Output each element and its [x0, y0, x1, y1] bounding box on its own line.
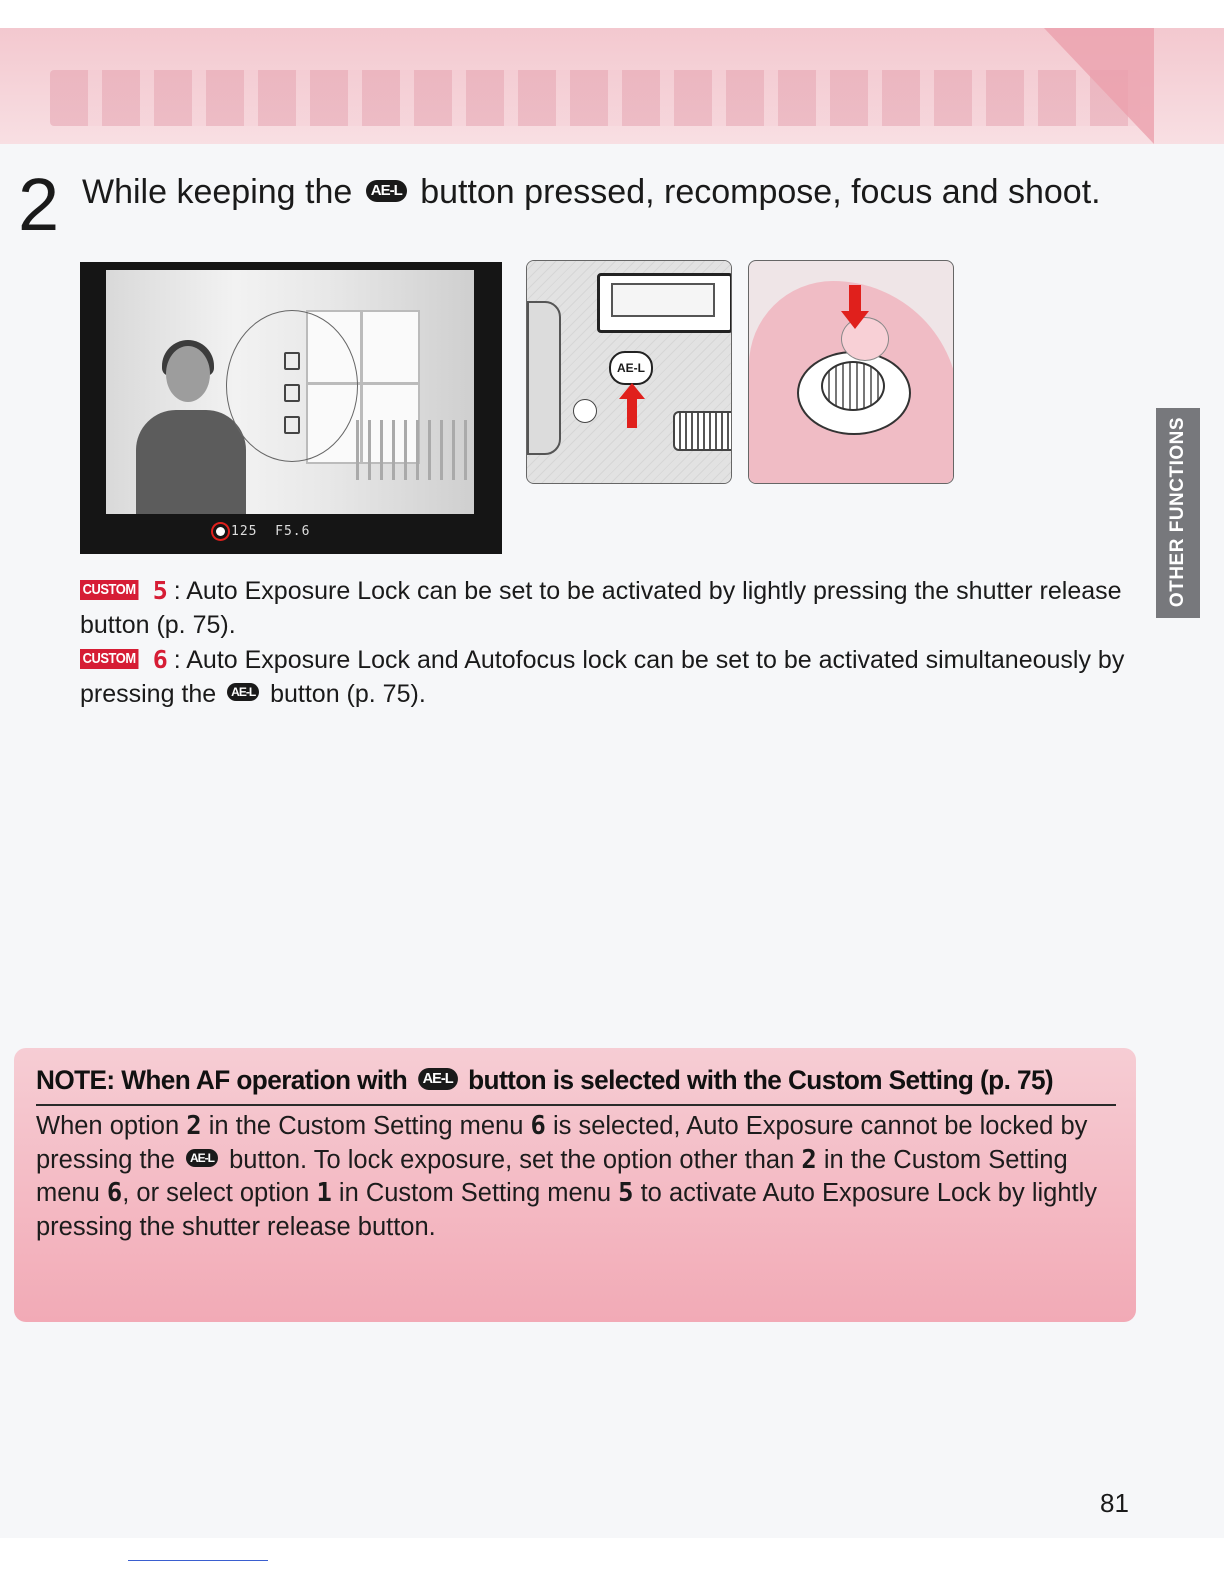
note-heading-rule [36, 1104, 1116, 1106]
custom-note-6 [80, 643, 1130, 711]
shutter-press-illustration [748, 260, 954, 484]
press-arrow-up-shaft [627, 398, 637, 428]
header-ghost-text [50, 70, 1140, 126]
note-text: , or select option [122, 1179, 310, 1207]
step-text-before: While keeping the [82, 173, 353, 211]
af-point-bottom [284, 416, 300, 434]
note-heading-after: button is selected with the Custom Setting (p. 75) [468, 1065, 1054, 1095]
note-heading [36, 1060, 1084, 1100]
af-point-top [284, 352, 300, 370]
ael-button-icon: AE-L [227, 683, 259, 701]
custom-setting-number: 6 [152, 645, 168, 674]
ae-lock-indicator-icon [216, 527, 225, 536]
note-body [36, 1110, 1126, 1244]
aperture-readout: F5.6 [275, 524, 311, 539]
lcd-inner-panel [611, 283, 715, 317]
header-diagonal-decoration [1044, 28, 1154, 144]
menu-number: 5 [618, 1178, 634, 1208]
command-dial-drawing [673, 411, 732, 451]
custom-tag-icon: CUSTOM [80, 580, 138, 600]
note-text: button. To lock exposure, set the option other than [229, 1145, 795, 1174]
ael-button-drawing: AE-L [609, 351, 653, 385]
footer-line [128, 1560, 268, 1561]
viewfinder-illustration [80, 262, 502, 554]
step-text-after: button pressed, recompose, focus and shoot. [420, 173, 1101, 211]
camera-back-illustration [526, 260, 732, 484]
step-number: 2 [18, 163, 60, 246]
custom-setting-number: 5 [152, 576, 168, 605]
shutter-speed-readout: 125 [231, 524, 258, 539]
step-instruction [82, 172, 1152, 212]
press-arrow-up-icon [619, 383, 645, 399]
header-band [0, 28, 1224, 144]
camera-grip [527, 301, 561, 455]
af-point-center [284, 384, 300, 402]
note-text: in the Custom Setting menu [36, 1145, 1068, 1207]
custom-note-5 [80, 574, 1130, 642]
section-side-tab-label: OTHER FUNCTIONS [1167, 416, 1188, 608]
railing-image [356, 420, 474, 480]
custom-note-text-before: : Auto Exposure Lock and Autofocus lock can be set to be activated simultaneously by pressing the [80, 646, 1125, 708]
page-number: 81 [1100, 1488, 1129, 1518]
press-arrow-down-shaft [849, 285, 861, 313]
person-body-image [136, 410, 246, 514]
note-text: in Custom Setting menu [338, 1179, 612, 1207]
option-number: 1 [316, 1178, 332, 1208]
note-text: in the Custom Setting menu [208, 1112, 524, 1140]
note-text: to activate Auto Exposure Lock by lightly pressing the shutter release button. [36, 1179, 1098, 1241]
custom-tag-icon: CUSTOM [80, 649, 138, 669]
custom-note-text: : Auto Exposure Lock can be set to be activated by lightly pressing the shutter release button (p. 75). [80, 577, 1122, 639]
menu-number: 6 [106, 1178, 123, 1208]
person-head-image [166, 346, 210, 402]
viewfinder-readout [216, 524, 310, 539]
af-point-button-drawing [573, 399, 597, 423]
note-text: is selected, Auto Exposure cannot be locked by pressing the [36, 1112, 1088, 1174]
menu-number: 6 [530, 1111, 546, 1141]
note-heading-before: NOTE: When AF operation with [36, 1065, 408, 1095]
option-number: 2 [801, 1144, 817, 1175]
custom-note-text-after: button (p. 75). [270, 679, 426, 708]
ael-button-icon: AE-L [186, 1149, 218, 1167]
option-number: 2 [186, 1111, 202, 1141]
viewfinder-photo [106, 270, 474, 514]
ael-button-icon: AE-L [366, 180, 407, 202]
shutter-button-drawing [821, 361, 885, 411]
press-arrow-down-icon [841, 311, 869, 329]
ael-button-icon: AE-L [418, 1068, 458, 1090]
note-text: When option [36, 1112, 180, 1140]
custom-setting-notes [80, 574, 1130, 712]
